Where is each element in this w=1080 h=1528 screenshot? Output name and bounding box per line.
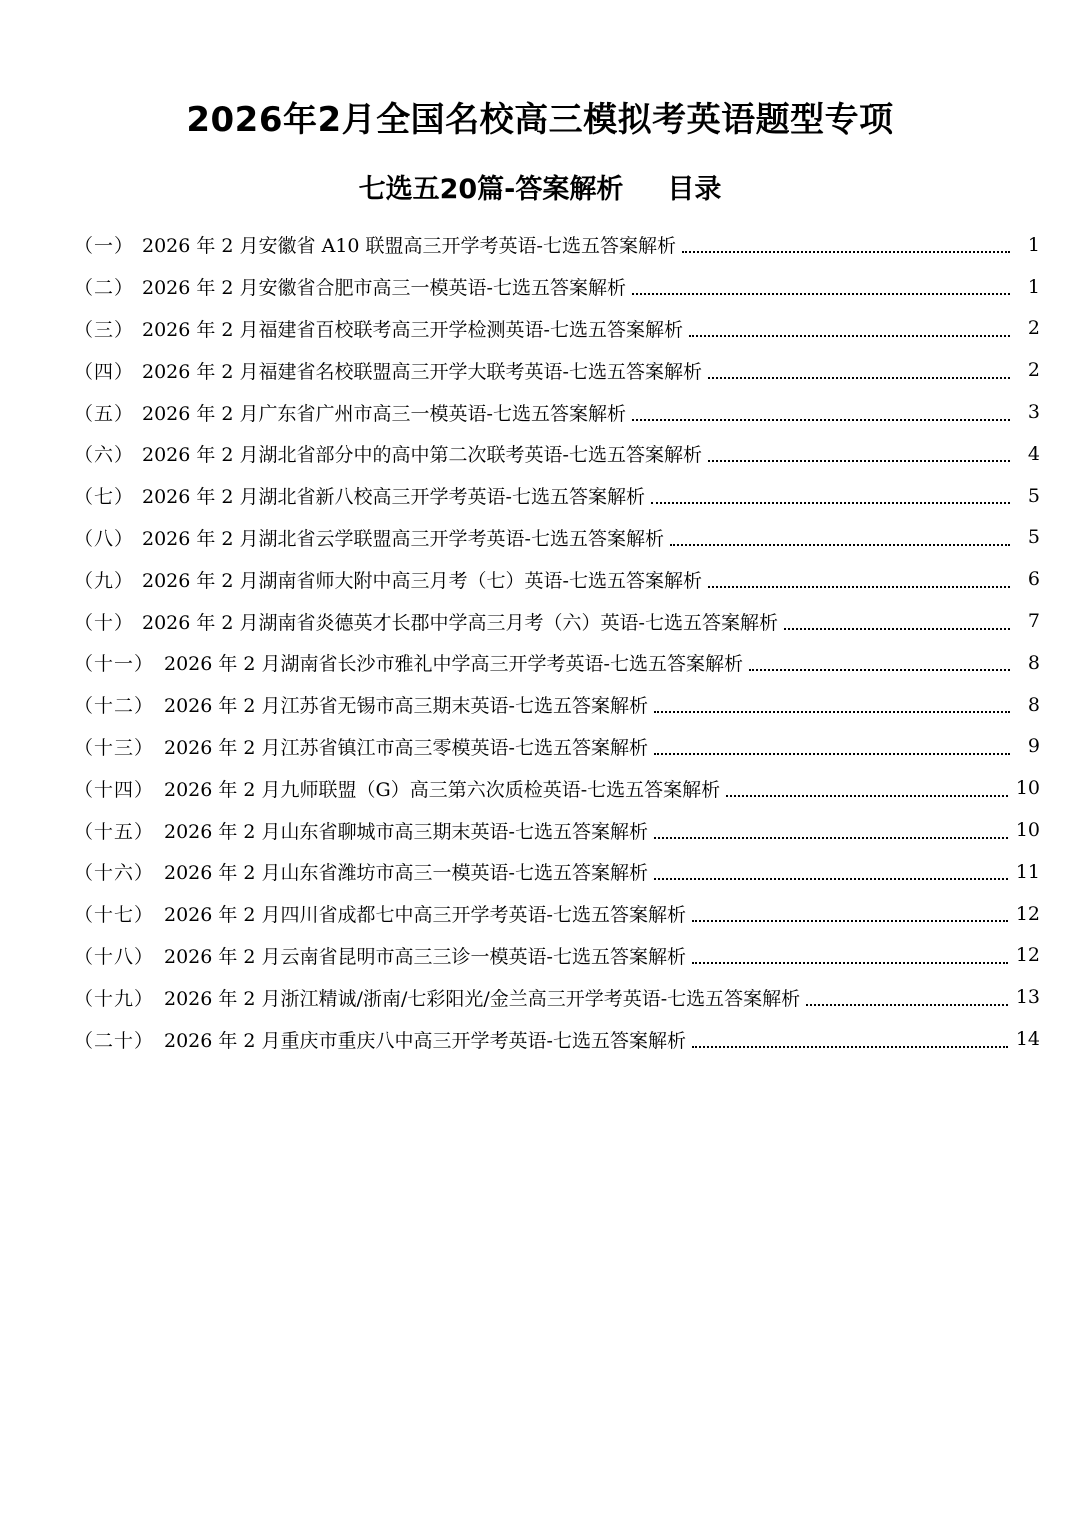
toc-entry-page-number: 1	[1027, 233, 1040, 256]
toc-dot-leader	[692, 919, 1008, 922]
toc-entry-title: 2026 年 2 月安徽省 A10 联盟高三开学考英语-七选五答案解析	[142, 235, 676, 258]
toc-dot-leader	[632, 418, 1010, 421]
toc-entry[interactable]	[74, 976, 1040, 1018]
toc-entry-title: 2026 年 2 月福建省名校联盟高三开学大联考英语-七选五答案解析	[142, 360, 702, 383]
toc-entry[interactable]	[74, 642, 1040, 684]
toc-entry[interactable]	[74, 767, 1040, 809]
toc-entry[interactable]	[74, 935, 1040, 977]
toc-dot-leader	[670, 543, 1010, 546]
toc-entry-page-number: 11	[1015, 860, 1040, 883]
toc-heading: 目录	[667, 174, 722, 205]
toc-entry-page-number: 4	[1027, 442, 1040, 465]
toc-dot-leader	[651, 501, 1010, 504]
toc-entry-index: （十）	[74, 611, 135, 634]
toc-entry-title: 2026 年 2 月安徽省合肥市高三一模英语-七选五答案解析	[142, 277, 626, 300]
toc-entry-title: 2026 年 2 月山东省潍坊市高三一模英语-七选五答案解析	[164, 862, 648, 885]
toc-entry-index: （九）	[74, 569, 135, 592]
toc-dot-leader	[784, 627, 1010, 630]
toc-dot-leader	[806, 1003, 1008, 1006]
table-of-contents	[74, 224, 1040, 1060]
toc-entry[interactable]	[74, 893, 1040, 935]
toc-entry-title: 2026 年 2 月浙江精诚/浙南/七彩阳光/金兰高三开学考英语-七选五答案解析	[164, 987, 801, 1010]
toc-entry[interactable]	[74, 224, 1040, 266]
toc-entry-index: （三）	[74, 318, 135, 341]
toc-entry-title: 2026 年 2 月山东省聊城市高三期末英语-七选五答案解析	[164, 820, 648, 843]
toc-entry[interactable]	[74, 558, 1040, 600]
toc-dot-leader	[654, 836, 1008, 839]
toc-entry-title: 2026 年 2 月九师联盟（G）高三第六次质检英语-七选五答案解析	[164, 778, 721, 801]
toc-dot-leader	[692, 1045, 1008, 1048]
toc-entry-title: 2026 年 2 月湖南省炎德英才长郡中学高三月考（六）英语-七选五答案解析	[142, 611, 778, 634]
toc-entry-page-number: 12	[1015, 902, 1040, 925]
toc-dot-leader	[708, 585, 1010, 588]
toc-entry-page-number: 8	[1027, 693, 1040, 716]
toc-entry-index: （十八）	[74, 945, 155, 968]
toc-entry-page-number: 1	[1027, 275, 1040, 298]
toc-entry-page-number: 3	[1027, 401, 1040, 424]
toc-entry-page-number: 7	[1027, 610, 1040, 633]
toc-entry-page-number: 2	[1027, 317, 1040, 340]
toc-entry-title: 2026 年 2 月云南省昆明市高三三诊一模英语-七选五答案解析	[164, 945, 686, 968]
toc-entry-page-number: 10	[1015, 777, 1040, 800]
toc-entry-index: （五）	[74, 402, 135, 425]
toc-dot-leader	[726, 794, 1008, 797]
toc-entry-index: （十五）	[74, 820, 155, 843]
toc-entry-index: （二十）	[74, 1029, 155, 1052]
toc-entry-title: 2026 年 2 月湖南省师大附中高三月考（七）英语-七选五答案解析	[142, 569, 702, 592]
toc-entry-title: 2026 年 2 月广东省广州市高三一模英语-七选五答案解析	[142, 402, 626, 425]
toc-entry-page-number: 10	[1015, 819, 1040, 842]
toc-entry-index: （十二）	[74, 695, 155, 718]
toc-entry-page-number: 12	[1015, 944, 1040, 967]
toc-entry-title: 2026 年 2 月江苏省镇江市高三零模英语-七选五答案解析	[164, 736, 648, 759]
toc-entry-title: 2026 年 2 月湖北省部分中的高中第二次联考英语-七选五答案解析	[142, 444, 702, 467]
toc-entry-index: （一）	[74, 235, 135, 258]
toc-entry-index: （十七）	[74, 904, 155, 927]
toc-entry-title: 2026 年 2 月湖北省新八校高三开学考英语-七选五答案解析	[142, 486, 645, 509]
toc-entry-title: 2026 年 2 月江苏省无锡市高三期末英语-七选五答案解析	[164, 695, 648, 718]
toc-entry-page-number: 5	[1027, 484, 1040, 507]
toc-dot-leader	[682, 250, 1010, 253]
toc-entry-index: （四）	[74, 360, 135, 383]
toc-entry[interactable]	[74, 600, 1040, 642]
toc-entry-index: （十四）	[74, 778, 155, 801]
toc-entry-title: 2026 年 2 月湖南省长沙市雅礼中学高三开学考英语-七选五答案解析	[164, 653, 743, 676]
toc-entry[interactable]	[74, 266, 1040, 308]
toc-entry-index: （十一）	[74, 653, 155, 676]
toc-entry[interactable]	[74, 349, 1040, 391]
toc-entry-page-number: 9	[1027, 735, 1040, 758]
toc-entry-index: （十六）	[74, 862, 155, 885]
document-subtitle	[0, 166, 1080, 214]
toc-entry-page-number: 8	[1027, 651, 1040, 674]
toc-entry[interactable]	[74, 517, 1040, 559]
subtitle-text: 七选五20篇-答案解析	[358, 174, 624, 205]
toc-dot-leader	[654, 752, 1010, 755]
toc-entry[interactable]	[74, 851, 1040, 893]
toc-entry-index: （八）	[74, 527, 135, 550]
toc-entry-index: （二）	[74, 277, 135, 300]
toc-dot-leader	[692, 961, 1008, 964]
toc-entry[interactable]	[74, 433, 1040, 475]
toc-entry[interactable]	[74, 1018, 1040, 1060]
toc-dot-leader	[749, 668, 1010, 671]
toc-entry-title: 2026 年 2 月福建省百校联考高三开学检测英语-七选五答案解析	[142, 318, 683, 341]
toc-entry-page-number: 13	[1015, 986, 1040, 1009]
toc-dot-leader	[708, 459, 1010, 462]
toc-entry-title: 2026 年 2 月四川省成都七中高三开学考英语-七选五答案解析	[164, 904, 686, 927]
toc-entry-page-number: 2	[1027, 359, 1040, 382]
toc-dot-leader	[654, 710, 1010, 713]
toc-entry[interactable]	[74, 475, 1040, 517]
toc-dot-leader	[708, 376, 1010, 379]
toc-entry-title: 2026 年 2 月湖北省云学联盟高三开学考英语-七选五答案解析	[142, 527, 664, 550]
toc-entry-page-number: 6	[1027, 568, 1040, 591]
toc-entry-index: （十九）	[74, 987, 155, 1010]
toc-entry-index: （十三）	[74, 736, 155, 759]
toc-entry[interactable]	[74, 391, 1040, 433]
toc-entry-page-number: 5	[1027, 526, 1040, 549]
toc-entry-index: （六）	[74, 444, 135, 467]
toc-entry-page-number: 14	[1015, 1028, 1040, 1051]
document-title: 2026年2月全国名校高三模拟考英语题型专项	[186, 100, 894, 140]
toc-entry[interactable]	[74, 308, 1040, 350]
toc-dot-leader	[689, 334, 1010, 337]
toc-dot-leader	[632, 292, 1010, 295]
toc-dot-leader	[654, 877, 1008, 880]
toc-entry[interactable]	[74, 684, 1040, 726]
toc-entry[interactable]	[74, 726, 1040, 768]
toc-entry-title: 2026 年 2 月重庆市重庆八中高三开学考英语-七选五答案解析	[164, 1029, 686, 1052]
toc-entry[interactable]	[74, 809, 1040, 851]
toc-entry-index: （七）	[74, 486, 135, 509]
